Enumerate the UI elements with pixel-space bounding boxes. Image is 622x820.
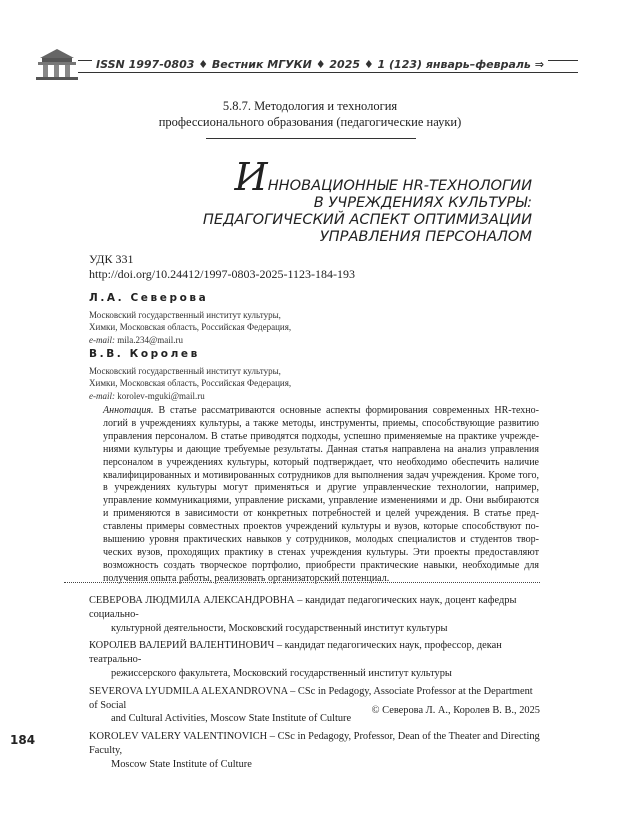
author-affiliation [89, 309, 509, 346]
title-line-1: ННОВАЦИОННЫЕ HR-ТЕХНОЛОГИИ [267, 177, 532, 194]
running-header [12, 38, 612, 82]
bio-first-line: КОРОЛЕВ ВАЛЕРИЙ ВАЛЕНТИНОВИЧ – кандидат педагогических наук, профессор, декан театрально- [89, 640, 502, 666]
article-title [160, 155, 532, 245]
author-email[interactable]: mila.234@mail.ru [117, 334, 184, 345]
doi-link[interactable]: http://doi.org/10.24412/1997-0803-2025-1123-184-193 [89, 267, 355, 281]
affiliation-line: Московский государственный институт культуры, [89, 310, 281, 320]
affiliation-line: Московский государственный институт культуры, [89, 366, 281, 376]
bio-entry [89, 594, 541, 635]
section-divider [206, 138, 416, 139]
abstract [103, 405, 539, 586]
bio-first-line: SEVEROVA LYUDMILA ALEXANDROVNA – CSc in Pedagogy, Associate Professor at the Department of Social [89, 685, 533, 711]
journal-logo-icon [34, 46, 80, 80]
running-head-text: ISSN 1997-0803 ♦ Вестник МГУКИ ♦ 2025 ♦ 1 (123) январь–февраль ⇒ [92, 58, 548, 71]
bio-entry [89, 639, 541, 680]
title-line-2: В УЧРЕЖДЕНИЯХ КУЛЬТУРЫ: [313, 194, 532, 211]
title-line-3: ПЕДАГОГИЧЕСКИЙ АСПЕКТ ОПТИМИЗАЦИИ [202, 211, 532, 228]
copyright-notice: © Северова Л. А., Королев В. В., 2025 [371, 705, 540, 716]
bio-entry [89, 730, 541, 771]
author-affiliation [89, 365, 509, 402]
email-label: e-mail: [89, 390, 115, 401]
dotted-divider [64, 582, 540, 583]
bio-first-line: KOROLEV VALERY VALENTINOVICH – CSc in Pedagogy, Professor, Dean of the Theater and Directing Faculty, [89, 731, 540, 756]
author-email-line [89, 390, 509, 402]
title-initial: И [234, 155, 268, 199]
author-email[interactable]: korolev-mguki@mail.ru [117, 390, 205, 401]
bio-continuation: культурной деятельности, Московский государственный институт культуры [111, 622, 448, 634]
title-line-4: УПРАВЛЕНИЯ ПЕРСОНАЛОМ [319, 228, 532, 245]
affiliation-line: Химки, Московская область, Российская Федерация, [89, 322, 292, 333]
abstract-text: В статье рассматриваются основные аспекты формирования современных HR-технологий в учреждениях культуры, а также методы, инструменты, приемы, способствующие развитию управления персоналом. В статье приводятся подходы, успешно применяемые на практике учреждениями культуры и дающие требуемые результаты. Данная статья направлена на анализ управления персоналом в учреждениях культуры, который подтверждает, что необходимо обеспечить наличие квалифицированных и мотивированных сотрудников для выполнения задач учреждения. Кроме того, в учреждениях культуры могут применяться и другие управленческие технологии, например, управление коммуникациями, управление рисками, управление изменениями и др. Они выбираются и применяются в зависимости от конкретных потребностей и целей учреждения. В статье представлены примеры совместных проектов учреждений культуры и вузов, которые способствуют повышению уровня практических навыков у сотрудников, молодых специалистов и студентов творческих вузов, проходящих практику в стенах учреждения культуры. Эти проекты предоставляют возможность создать творческое портфолио, приобрести практические навыки, необходимые для получения опыта работы, реализовать организаторский потенциал. [103, 405, 539, 584]
email-label: e-mail: [89, 334, 115, 345]
section-line-2: профессионального образования (педагогические науки) [158, 115, 462, 129]
author-email-line [89, 334, 509, 346]
abstract-label: Аннотация. [103, 405, 154, 416]
section-heading [140, 98, 480, 130]
author-block [89, 348, 509, 402]
author-name: В.В. Королев [89, 348, 200, 360]
header-rule-bottom [78, 72, 578, 73]
bio-continuation: режиссерского факультета, Московский государственный институт культуры [111, 667, 452, 679]
bio-first-line: СЕВЕРОВА ЛЮДМИЛА АЛЕКСАНДРОВНА – кандидат педагогических наук, доцент кафедры социально- [89, 595, 517, 620]
affiliation-line: Химки, Московская область, Российская Федерация, [89, 378, 292, 389]
author-name: Л.А. Северова [89, 292, 209, 304]
page-number: 184 [10, 733, 36, 747]
udk-code: УДК 331 [89, 252, 134, 266]
author-bios [89, 594, 541, 776]
section-line-1: 5.8.7. Методология и технология [222, 99, 398, 113]
bio-continuation: Moscow State Institute of Culture [111, 758, 252, 770]
author-block [89, 292, 509, 346]
bio-continuation: and Cultural Activities, Moscow State Institute of Culture [111, 713, 352, 725]
